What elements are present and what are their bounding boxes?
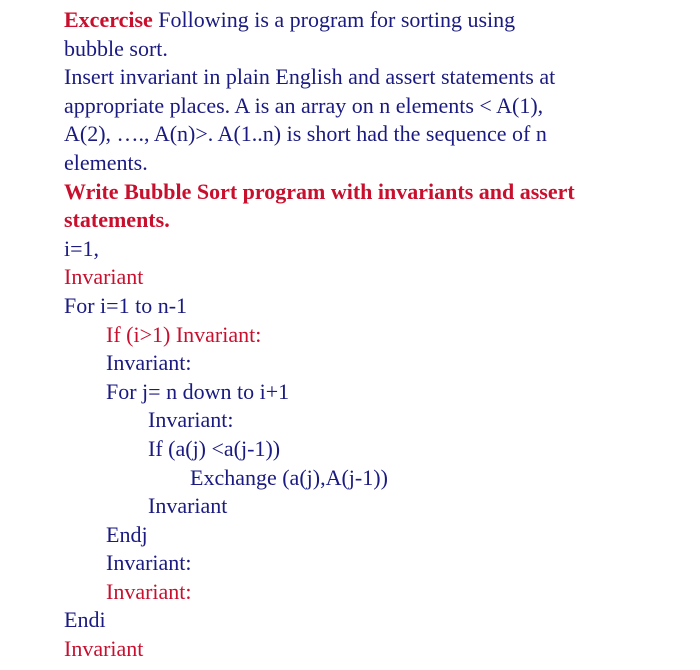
task-line-1: Write Bubble Sort program with invariants and assert <box>64 178 575 204</box>
code-line: Endi <box>64 607 106 633</box>
code-line: For i=1 to n-1 <box>64 292 188 318</box>
code-line: i=1, <box>64 235 100 261</box>
code-line: Endj <box>106 521 148 547</box>
code-line: Invariant: <box>106 550 192 576</box>
code-line-invariant: Invariant <box>64 264 144 290</box>
intro-line-4: appropriate places. A is an array on n elements < A(1), <box>64 92 544 118</box>
intro-line-3: Insert invariant in plain English and assert statements at <box>64 64 556 90</box>
code-line-invariant: If (i>1) Invariant: <box>106 321 262 347</box>
intro-line-1 <box>64 6 664 35</box>
intro-line-6: elements. <box>64 149 148 175</box>
code-line-invariant: Invariant <box>64 636 144 662</box>
code-line: Exchange (a(j),A(j-1)) <box>190 464 388 490</box>
code-line: If (a(j) <a(j-1)) <box>148 435 281 461</box>
intro-text: Following is a program for sorting using <box>152 7 516 32</box>
intro-line-2: bubble sort. <box>64 35 168 61</box>
code-line: For j= n down to i+1 <box>106 378 290 404</box>
code-line-invariant: Invariant: <box>106 578 192 604</box>
intro-line-5: A(2), …., A(n)>. A(1..n) is short had the sequence of n <box>64 121 547 147</box>
exercise-heading: Excercise <box>64 7 153 32</box>
code-line: Invariant <box>148 493 228 519</box>
exercise-document <box>64 6 664 664</box>
code-line: Invariant: <box>148 407 234 433</box>
code-line: Invariant: <box>106 350 192 376</box>
task-line-2: statements. <box>64 207 170 233</box>
